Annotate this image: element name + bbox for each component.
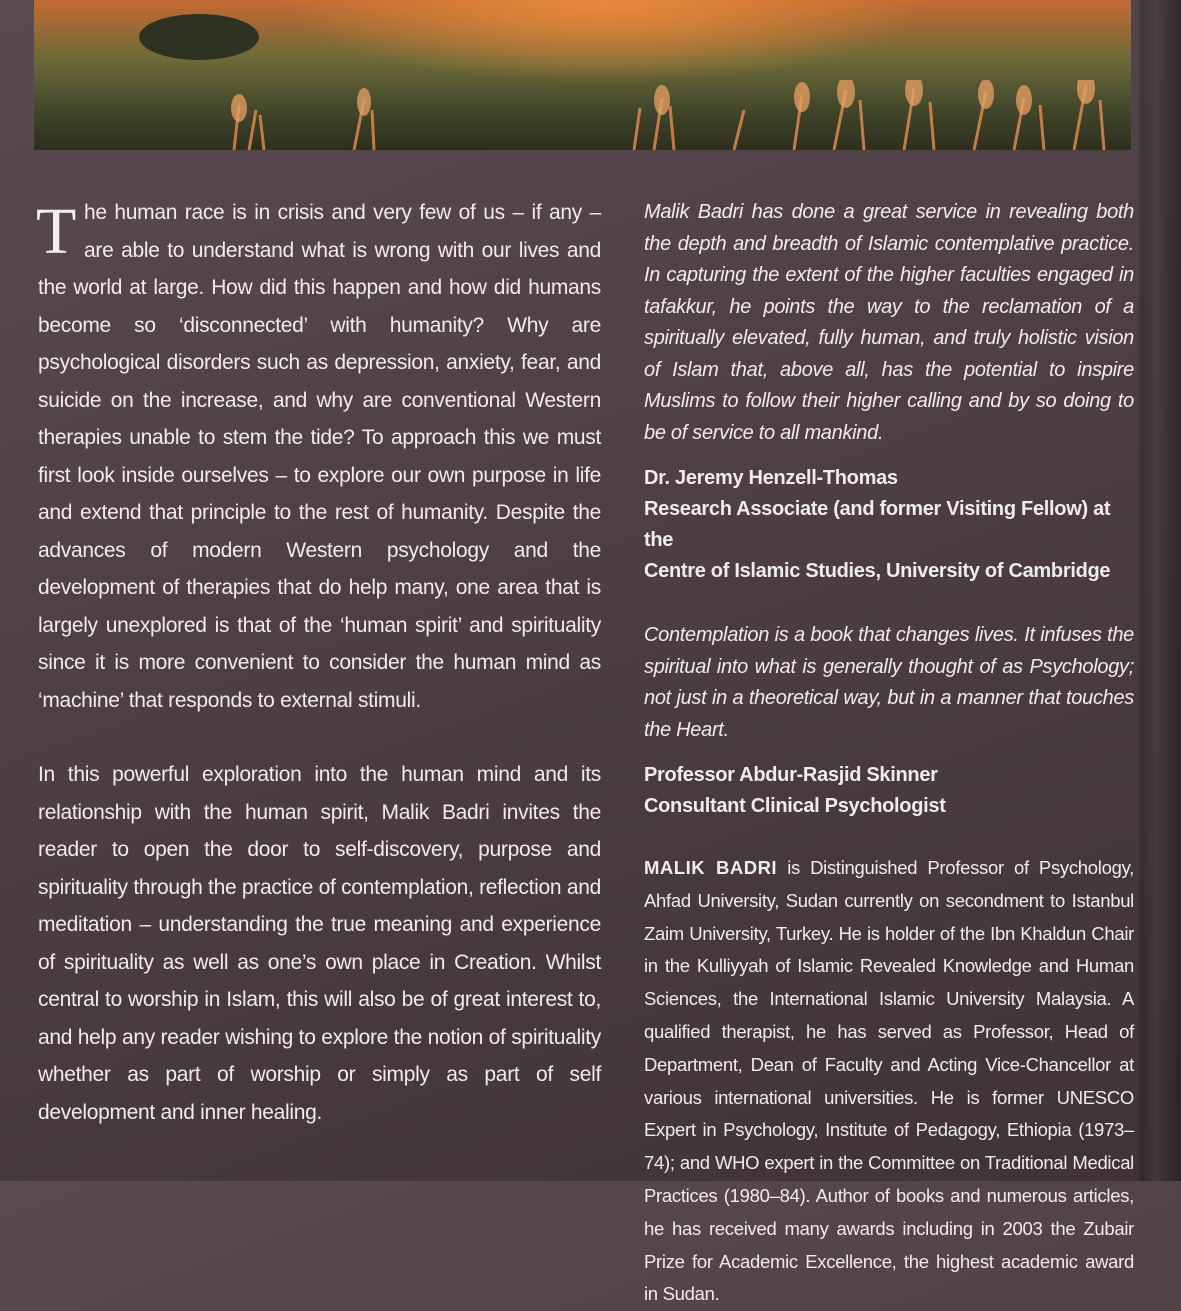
endorsement-attribution-2 bbox=[644, 760, 1134, 822]
cover-photo-landscape bbox=[34, 0, 1131, 150]
endorser-role-2: Consultant Clinical Psychologist bbox=[644, 795, 946, 817]
blurb-paragraph-2: In this powerful exploration into the human mind and its relationship with the human spirit, Malik Badri invites the reader to open the door to self-discovery, purpose and spirituality through the practice of contemplation, reflection and meditation – understanding the true meaning and experience of spirituality as well as one’s own place in Creation. Whilst central to worship in Islam, this will also be of great interest to, and help any reader wishing to explore the notion of spirituality whether as part of worship or simply as part of self development and inner healing. bbox=[38, 763, 601, 1124]
author-name: MALIK BADRI bbox=[644, 857, 778, 878]
endorser-name-1: Dr. Jeremy Henzell-Thomas bbox=[644, 467, 898, 489]
endorsement-quote-1: Malik Badri has done a great service in revealing both the depth and breadth of Islamic contemplative practice. In capturing the extent of the higher faculties engaged in tafakkur, he points the way to the reclamation of a spiritually elevated, fully human, and truly holistic vision of Islam that, above all, has the potential to inspire Muslims to follow their higher calling and by so doing to be of service to all mankind. bbox=[644, 201, 1134, 444]
drop-cap: T bbox=[36, 195, 77, 268]
blurb-paragraph-1-text: he human race is in crisis and very few of us – if any – are able to understand what is wrong with our lives and the world at large. How did this happen and how did humans become so ‘disconnected’ with humanity? Why are psychological disorders such as depression, anxiety, fear, and suicide on the increase, and why are conventional Western therapies unable to stem the tide? To approach this we must first look inside ourselves – to explore our own purpose in life and extend that principle to the rest of humanity. Despite the advances of modern Western psychology and the development of therapies that do help many, one area that is largely unexplored is that of the ‘human spirit’ and spirituality since it is more convenient to consider the human mind as ‘machine’ that responds to external stimuli. bbox=[38, 201, 601, 712]
endorser-role-1b: Centre of Islamic Studies, University of Cambridge bbox=[644, 560, 1111, 582]
endorser-role-1a: Research Associate (and former Visiting Fellow) at the bbox=[644, 498, 1111, 551]
endorser-name-2: Professor Abdur-Rasjid Skinner bbox=[644, 764, 938, 786]
blurb-column bbox=[38, 194, 601, 1131]
blurb-paragraph-1 bbox=[38, 194, 601, 719]
reeds-graphic bbox=[34, 80, 1131, 150]
endorsements-column bbox=[644, 197, 1134, 1311]
tree-silhouette bbox=[139, 14, 259, 60]
book-edge-shadow bbox=[1139, 0, 1181, 1181]
author-bio bbox=[644, 852, 1134, 1311]
endorsement-quote-2: Contemplation is a book that changes lives. It infuses the spiritual into what is generally thought of as Psychology; not just in a theoretical way, but in a manner that touches the Heart. bbox=[644, 624, 1134, 741]
endorsement-attribution-1 bbox=[644, 463, 1134, 587]
author-bio-text: is Distinguished Professor of Psychology, Ahfad University, Sudan currently on secondment to Istanbul Zaim University, Turkey. He is holder of the Ibn Khaldun Chair in the Kulliyyah of Islamic Revealed Knowledge and Human Sciences, the International Islamic University Malaysia. A qualified therapist, he has served as Professor, Head of Department, Dean of Faculty and Acting Vice-Chancellor at various international universities. He is former UNESCO Expert in Psychology, Institute of Pedagogy, Ethiopia (1973–74); and WHO expert in the Committee on Traditional Medical Practices (1980–84). Author of books and numerous articles, he has received many awards including in 2003 the Zubair Prize for Academic Excellence, the highest academic award in Sudan. bbox=[644, 857, 1134, 1305]
